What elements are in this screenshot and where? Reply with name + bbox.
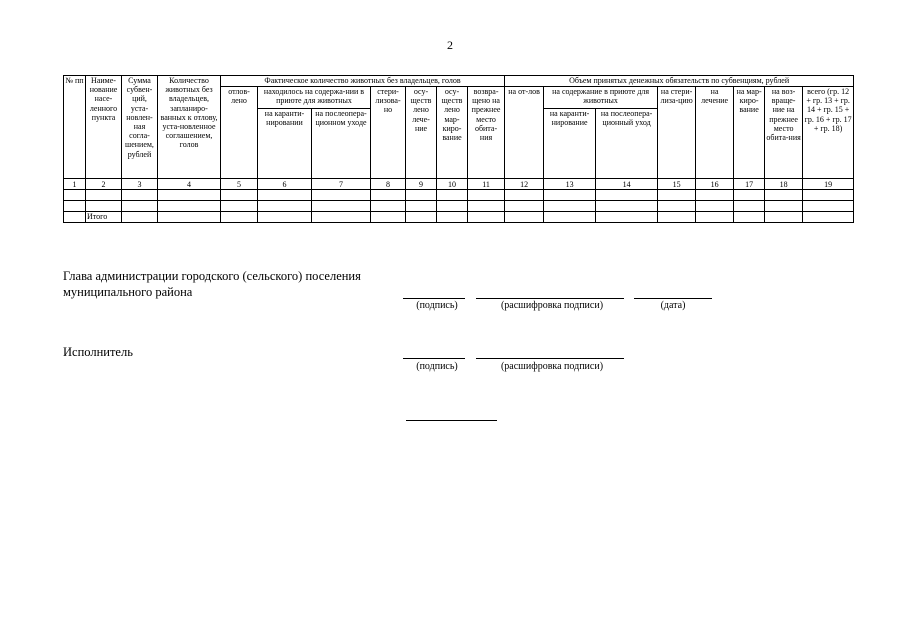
table-cell — [437, 201, 468, 212]
header-no: № пп — [64, 76, 86, 179]
header-quarantine: на каранти-нировании — [258, 109, 312, 179]
table-cell — [406, 212, 437, 223]
header-money-total: всего (гр. 12 + гр. 13 + гр. 14 + гр. 15 + гр. 16 + гр. 17 + гр. 18) — [803, 87, 854, 179]
column-number: 8 — [371, 179, 406, 190]
table-cell — [371, 212, 406, 223]
table-cell — [437, 212, 468, 223]
table-cell — [596, 190, 658, 201]
table-cell — [86, 190, 122, 201]
header-returned: возвра-щено на прежнее место обита-ния — [468, 87, 505, 179]
total-label: Итого — [86, 212, 122, 223]
table-cell — [158, 190, 221, 201]
column-number: 18 — [765, 179, 803, 190]
header-money-treatment: на лечение — [696, 87, 734, 179]
table-cell — [544, 190, 596, 201]
table-cell — [734, 212, 765, 223]
column-number: 16 — [696, 179, 734, 190]
executor-label: Исполнитель — [63, 345, 133, 359]
table-cell — [221, 201, 258, 212]
header-money-shelter: на содержание в приюте для животных — [544, 87, 658, 109]
executor-decoding-line — [476, 358, 624, 359]
header-money-obligations: Объем принятых денежных обязательств по субвенциям, рублей — [505, 76, 854, 87]
column-number: 3 — [122, 179, 158, 190]
column-number: 9 — [406, 179, 437, 190]
table-cell — [765, 201, 803, 212]
column-number: 5 — [221, 179, 258, 190]
table-cell — [312, 212, 371, 223]
executor-signature-caption: (подпись) — [416, 361, 458, 372]
table-cell — [258, 190, 312, 201]
executor-signature-line — [403, 358, 465, 359]
column-number: 7 — [312, 179, 371, 190]
signature-line — [403, 298, 465, 299]
table-cell — [64, 190, 86, 201]
table-cell — [122, 190, 158, 201]
table-row — [64, 190, 854, 201]
table-cell — [86, 201, 122, 212]
date-caption: (дата) — [660, 300, 686, 311]
table-cell — [122, 201, 158, 212]
table-cell — [765, 212, 803, 223]
table-cell — [734, 201, 765, 212]
header-caught: отлов-лено — [221, 87, 258, 179]
table-cell — [596, 212, 658, 223]
table-cell — [658, 212, 696, 223]
header-kept-in-shelter: находилось на содержа-нии в приюте для животных — [258, 87, 371, 109]
date-line — [634, 298, 712, 299]
table-cell — [371, 190, 406, 201]
table-cell — [734, 190, 765, 201]
header-money-marking: на мар-киро-вание — [734, 87, 765, 179]
table-cell — [122, 212, 158, 223]
table-cell — [64, 212, 86, 223]
table-cell — [696, 190, 734, 201]
column-number: 4 — [158, 179, 221, 190]
column-number: 19 — [803, 179, 854, 190]
table-cell — [544, 201, 596, 212]
executor-decoding-caption: (расшифровка подписи) — [500, 361, 604, 372]
table-cell — [658, 201, 696, 212]
table-cell — [312, 190, 371, 201]
header-money-return: на воз-враще-ние на прежнее место обита-ния — [765, 87, 803, 179]
header-sterilized: стери-лизова-но — [371, 87, 406, 179]
head-title — [63, 268, 361, 300]
header-marked: осу-ществ лено мар-киро-вание — [437, 87, 468, 179]
signature-caption: (подпись) — [416, 300, 458, 311]
header-actual-count: Фактическое количество животных без владельцев, голов — [221, 76, 505, 87]
table-cell — [803, 190, 854, 201]
table-row — [64, 201, 854, 212]
header-money-postop: на послеопера-ционный уход — [596, 109, 658, 179]
column-number: 17 — [734, 179, 765, 190]
table-cell — [258, 212, 312, 223]
head-title-line-2: муниципального района — [63, 285, 193, 299]
table-cell — [505, 212, 544, 223]
table-cell — [505, 201, 544, 212]
bottom-separator — [406, 420, 497, 421]
table-cell — [158, 201, 221, 212]
column-number: 12 — [505, 179, 544, 190]
column-number: 14 — [596, 179, 658, 190]
column-number: 6 — [258, 179, 312, 190]
page-number: 2 — [447, 38, 453, 52]
header-money-catch: на от-лов — [505, 87, 544, 179]
table-cell — [437, 190, 468, 201]
table-cell — [221, 190, 258, 201]
table-cell — [658, 190, 696, 201]
column-number-row — [64, 179, 854, 190]
table-cell — [544, 212, 596, 223]
table-cell — [371, 201, 406, 212]
report-table — [63, 75, 854, 223]
table-cell — [803, 201, 854, 212]
total-row — [64, 212, 854, 223]
header-treated: осу-ществ лено лече-ние — [406, 87, 437, 179]
column-number: 10 — [437, 179, 468, 190]
table-cell — [596, 201, 658, 212]
table-cell — [765, 190, 803, 201]
header-money-quarantine: на каранти-нирование — [544, 109, 596, 179]
table-cell — [64, 201, 86, 212]
column-number: 13 — [544, 179, 596, 190]
table-cell — [696, 212, 734, 223]
table-cell — [312, 201, 371, 212]
column-number: 15 — [658, 179, 696, 190]
table-cell — [468, 190, 505, 201]
header-money-sterilization: на стери-лиза-цию — [658, 87, 696, 179]
table-cell — [406, 190, 437, 201]
decoding-caption: (расшифровка подписи) — [500, 300, 604, 311]
head-title-line-1: Глава администрации городского (сельского) поселения — [63, 269, 361, 283]
table-cell — [406, 201, 437, 212]
column-number: 11 — [468, 179, 505, 190]
table-cell — [468, 212, 505, 223]
header-postop: на послеопера-ционном уходе — [312, 109, 371, 179]
table-cell — [468, 201, 505, 212]
table-cell — [803, 212, 854, 223]
table-cell — [158, 212, 221, 223]
column-number: 1 — [64, 179, 86, 190]
header-locality: Наиме-нование насе-ленного пункта — [86, 76, 122, 179]
header-planned-count: Количество животных без владельцев, запланиро-ванных к отлову, уста-новленное соглашением, голов — [158, 76, 221, 179]
table-cell — [221, 212, 258, 223]
table-cell — [696, 201, 734, 212]
table-cell — [258, 201, 312, 212]
table-cell — [505, 190, 544, 201]
column-number: 2 — [86, 179, 122, 190]
decoding-line — [476, 298, 624, 299]
header-subvention-sum: Сумма субвен-ций, уста-новлен-ная согла-шением, рублей — [122, 76, 158, 179]
